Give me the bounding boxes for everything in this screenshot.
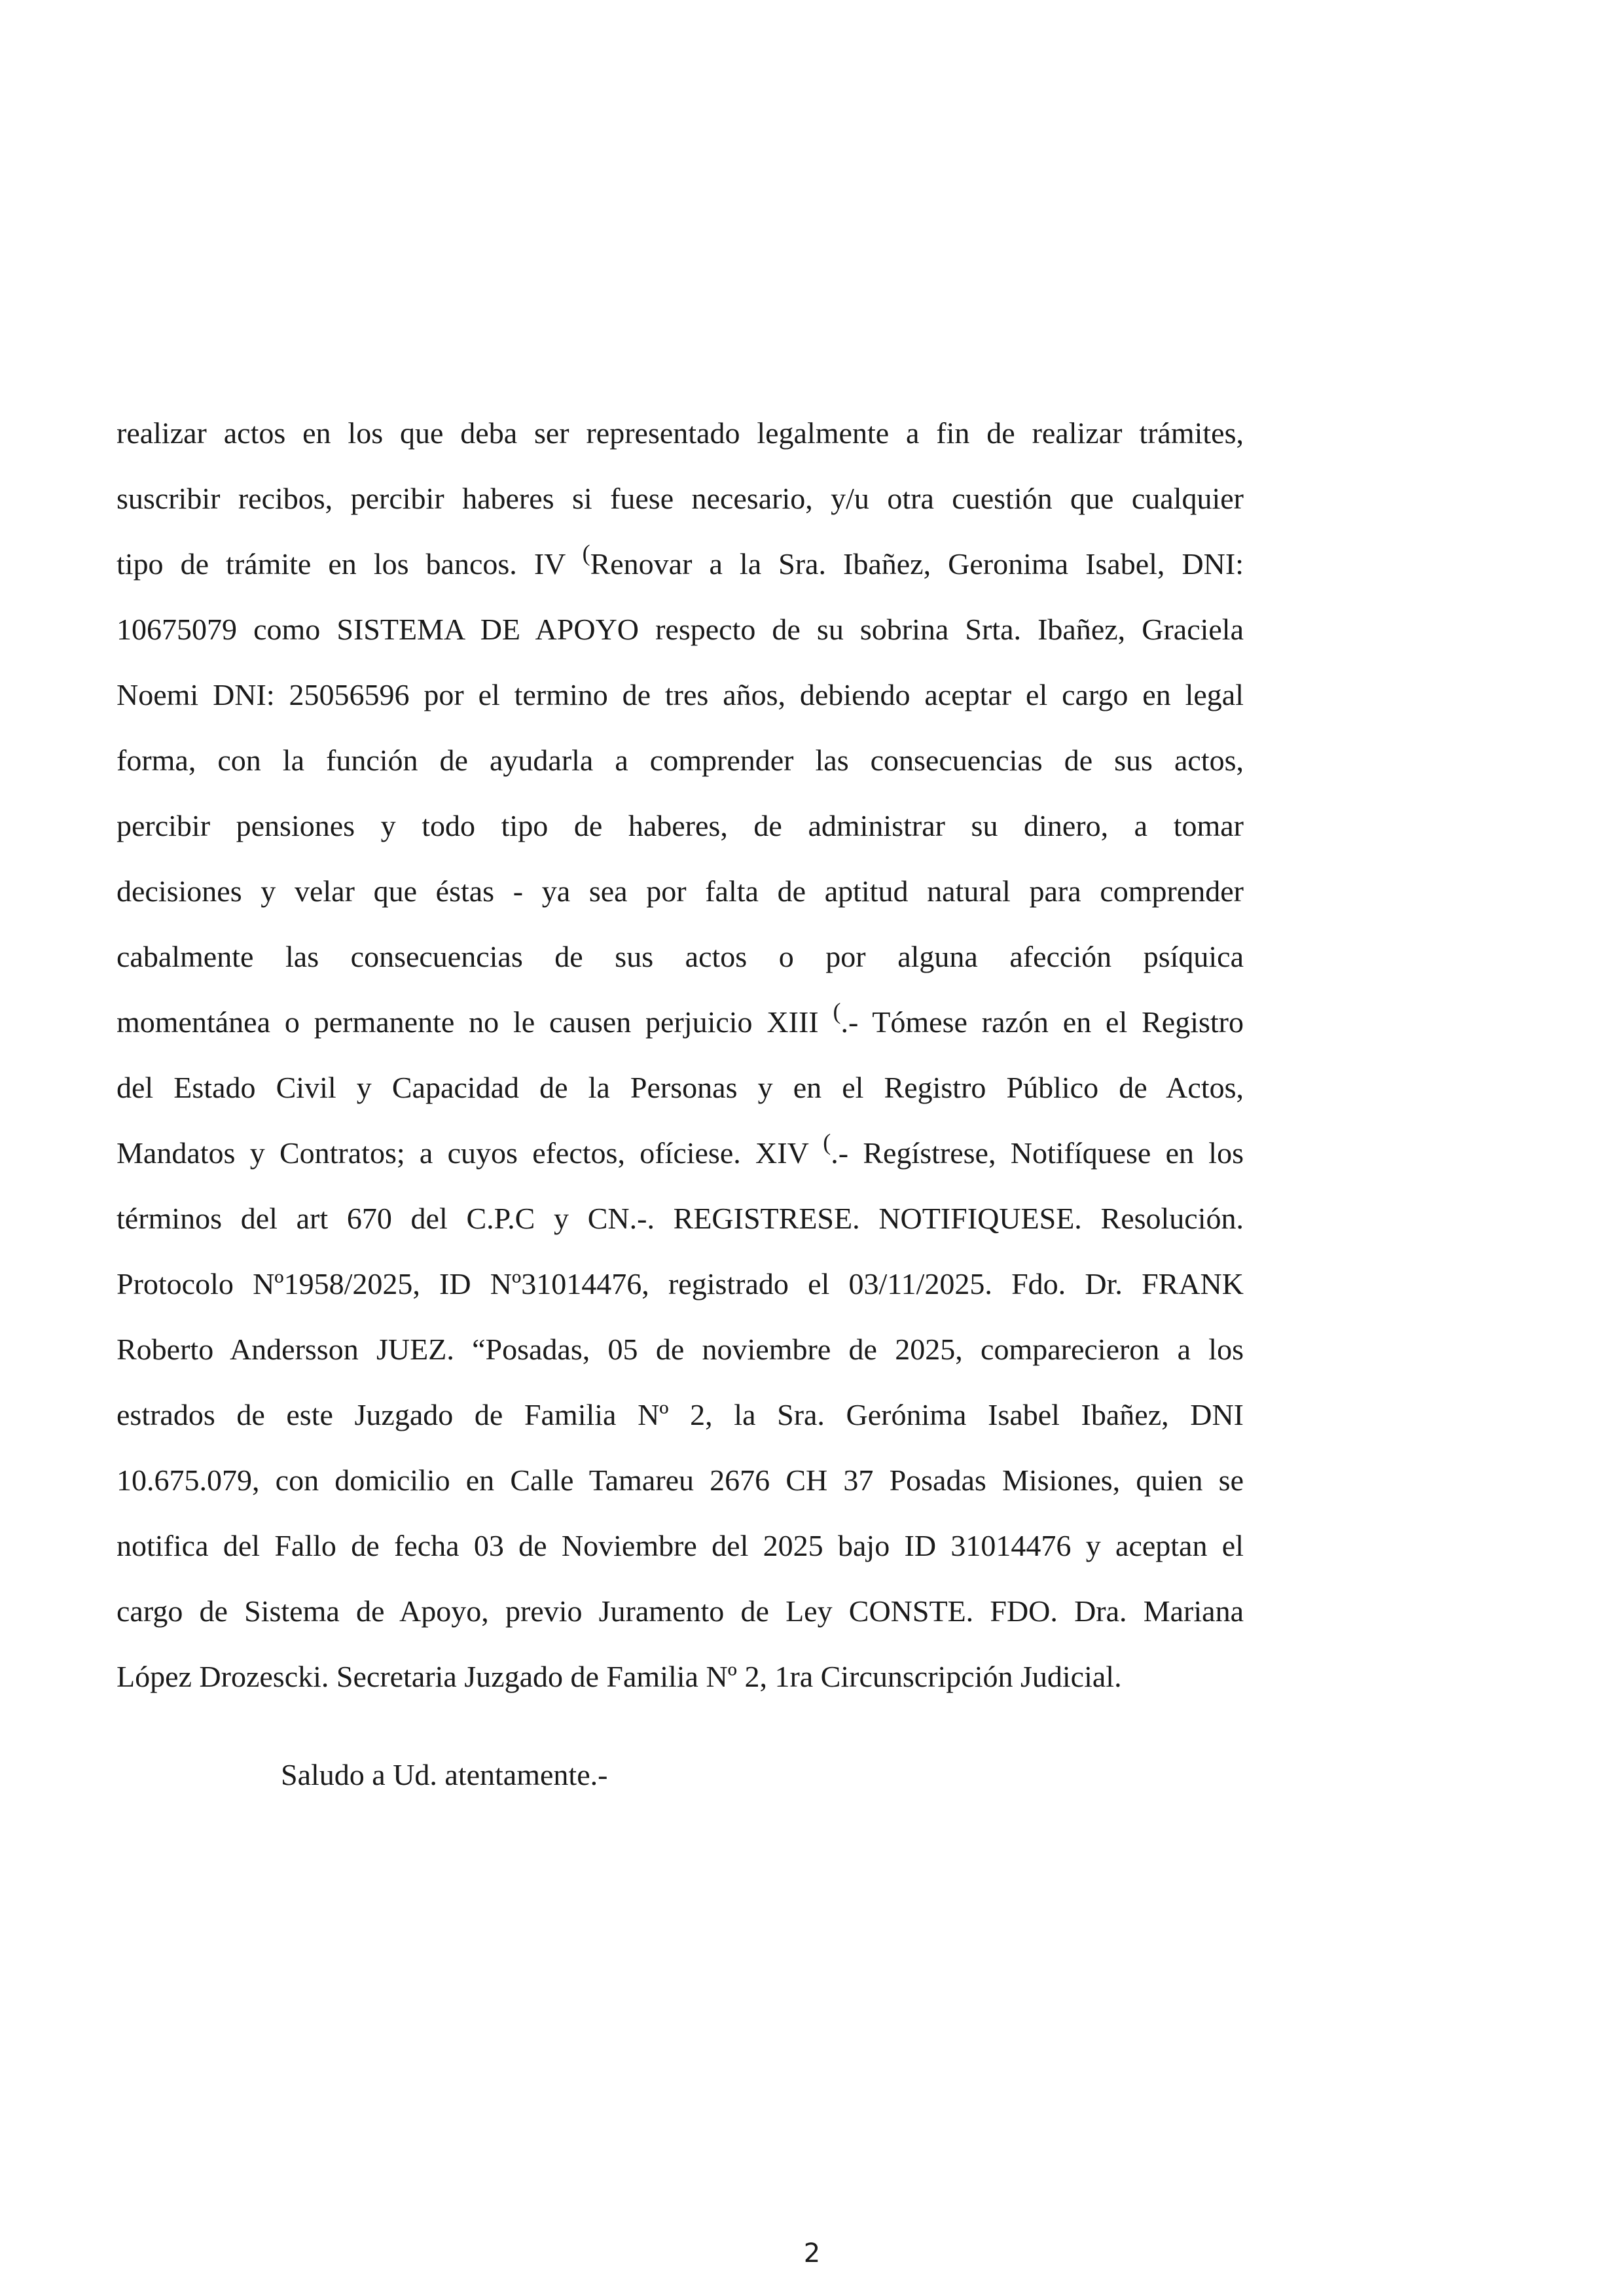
body-line: términos del art 670 del C.P.C y CN.-. REGISTRESE. NOTIFIQUESE. Resolución.: [117, 1202, 1244, 1235]
body-line: decisiones y velar que éstas - ya sea por falta de aptitud natural para comprender: [117, 874, 1244, 908]
body-line: 10.675.079, con domicilio en Calle Tamareu 2676 CH 37 Posadas Misiones, quien se: [117, 1463, 1244, 1497]
body-line: percibir pensiones y todo tipo de haberes, de administrar su dinero, a tomar: [117, 809, 1244, 842]
bracket-mark: (: [582, 540, 590, 566]
body-line: Protocolo Nº1958/2025, ID Nº31014476, registrado el 03/11/2025. Fdo. Dr. FRANK: [117, 1267, 1244, 1300]
body-line: cargo de Sistema de Apoyo, previo Juramento de Ley CONSTE. FDO. Dra. Mariana: [117, 1594, 1244, 1628]
line-segment: .- Tómese razón en el Registro: [840, 1005, 1244, 1039]
body-line: [117, 990, 1244, 1055]
line-segment: Mandatos y Contratos; a cuyos efectos, ofíciese. XIV: [117, 1136, 823, 1170]
body-line: Roberto Andersson JUEZ. “Posadas, 05 de noviembre de 2025, comparecieron a los: [117, 1333, 1244, 1366]
line-segment: tipo de trámite en los bancos. IV: [117, 547, 583, 581]
body-line: Noemi DNI: 25056596 por el termino de tres años, debiendo aceptar el cargo en legal: [117, 678, 1244, 711]
body-line: 10675079 como SISTEMA DE APOYO respecto de su sobrina Srta. Ibañez, Graciela: [117, 613, 1244, 646]
line-segment: momentánea o permanente no le causen perjuicio XIII: [117, 1005, 833, 1039]
body-line: realizar actos en los que deba ser representado legalmente a fin de realizar trámites,: [117, 416, 1244, 450]
body-line: notifica del Fallo de fecha 03 de Noviembre del 2025 bajo ID 31014476 y aceptan el: [117, 1529, 1244, 1562]
bracket-mark: (: [833, 998, 841, 1024]
closing-salutation: Saludo a Ud. atentamente.-: [281, 1758, 608, 1791]
line-segment: .- Regístrese, Notifíquese en los: [831, 1136, 1244, 1170]
body-line: suscribir recibos, percibir haberes si fuese necesario, y/u otra cuestión que cualquier: [117, 482, 1244, 515]
body-line: forma, con la función de ayudarla a comprender las consecuencias de sus actos,: [117, 744, 1244, 777]
body-paragraph: [117, 401, 1244, 1710]
page-number: 2: [803, 2238, 821, 2269]
body-line: cabalmente las consecuencias de sus actos o por alguna afección psíquica: [117, 940, 1244, 973]
bracket-mark: (: [823, 1129, 831, 1155]
body-line: [117, 531, 1244, 597]
body-line: del Estado Civil y Capacidad de la Personas y en el Registro Público de Actos,: [117, 1071, 1244, 1104]
body-line: estrados de este Juzgado de Familia Nº 2, la Sra. Gerónima Isabel Ibañez, DNI: [117, 1398, 1244, 1431]
line-segment: Renovar a la Sra. Ibañez, Geronima Isabel, DNI:: [590, 547, 1244, 581]
body-line: [117, 1121, 1244, 1186]
body-line: López Drozescki. Secretaria Juzgado de Familia Nº 2, 1ra Circunscripción Judicial.: [117, 1660, 1122, 1693]
